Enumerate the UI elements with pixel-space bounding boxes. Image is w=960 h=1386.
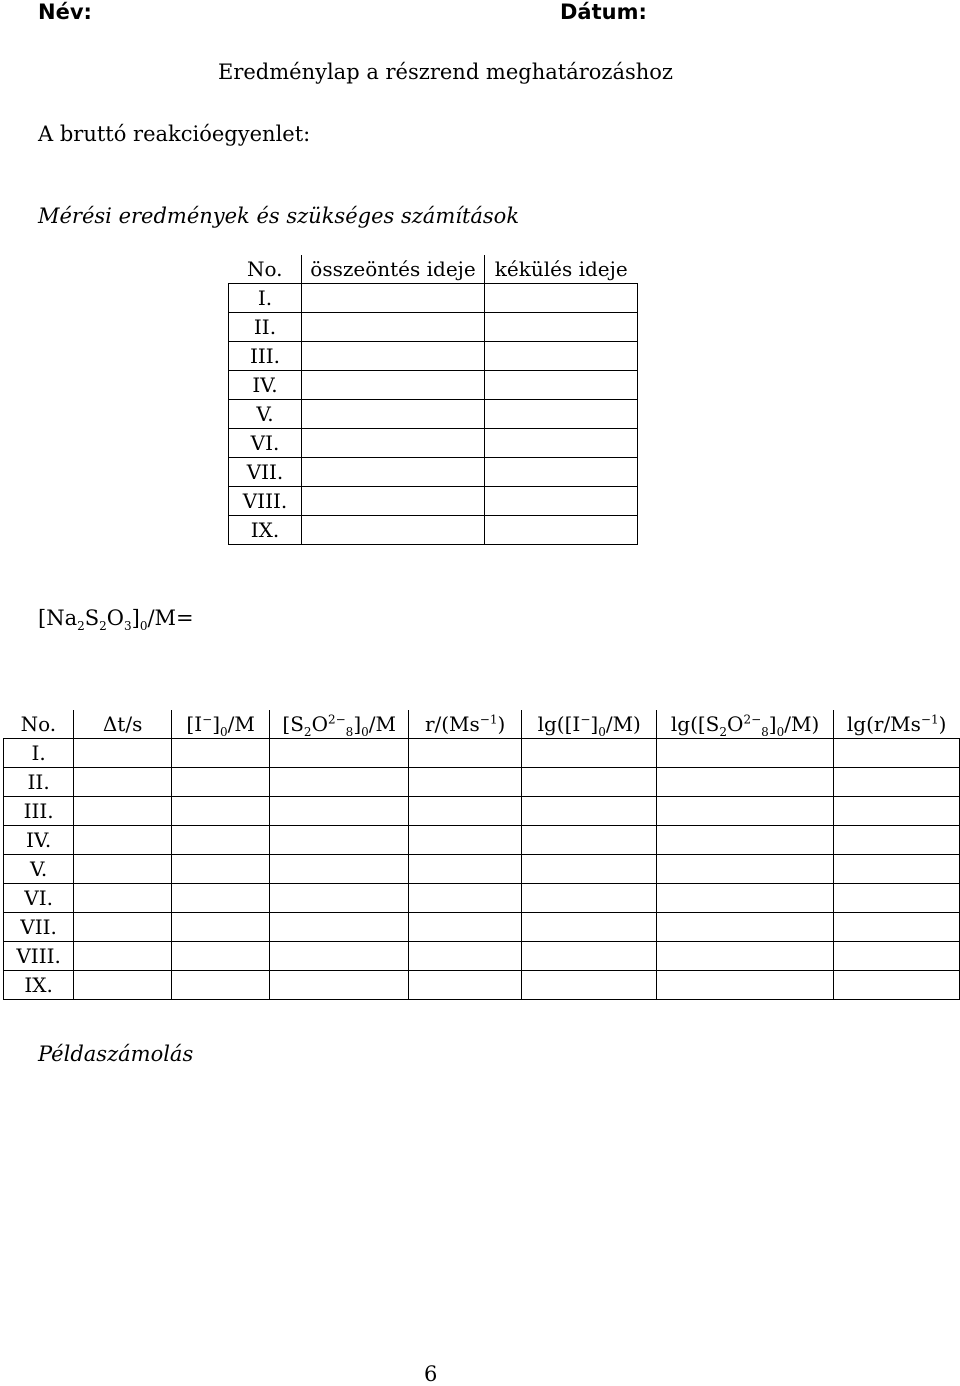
- row-label: IX.: [229, 516, 302, 545]
- mixing-time-cell[interactable]: [302, 429, 485, 458]
- table-row: [4, 855, 960, 884]
- gross-reaction-label: A bruttó reakcióegyenlet:: [38, 122, 311, 146]
- cell[interactable]: [833, 913, 959, 942]
- hdr-part: ]: [590, 712, 599, 736]
- header-no: No.: [229, 255, 302, 284]
- row-label: II.: [4, 768, 74, 797]
- table-row: [4, 797, 960, 826]
- row-label: II.: [229, 313, 302, 342]
- thiosulfate-concentration-label: [38, 606, 194, 634]
- hdr-part: /M: [227, 712, 255, 736]
- blue-time-cell[interactable]: [485, 458, 638, 487]
- timing-table-header: [229, 255, 638, 284]
- conc-part: /M=: [147, 606, 194, 630]
- cell[interactable]: [270, 739, 409, 768]
- table-row: [229, 371, 638, 400]
- table-row: [4, 826, 960, 855]
- row-label: VIII.: [4, 942, 74, 971]
- hdr-sub: 0: [598, 725, 606, 739]
- cell[interactable]: [833, 884, 959, 913]
- table-row: [4, 913, 960, 942]
- cell[interactable]: [409, 884, 522, 913]
- row-label: IV.: [4, 826, 74, 855]
- table-row: [229, 342, 638, 371]
- example-calculation-heading: Példaszámolás: [38, 1042, 194, 1066]
- header-lg-rate: [833, 710, 959, 739]
- hdr-part: /M: [368, 712, 396, 736]
- cell[interactable]: [833, 768, 959, 797]
- name-label: Név:: [38, 0, 92, 24]
- hdr-part: /M): [605, 712, 641, 736]
- cell[interactable]: [522, 739, 657, 768]
- mixing-time-cell[interactable]: [302, 400, 485, 429]
- conc-sub: 3: [123, 619, 132, 634]
- hdr-part: ]: [353, 712, 362, 736]
- cell[interactable]: [270, 855, 409, 884]
- header-iodide-conc: [171, 710, 269, 739]
- cell[interactable]: [657, 971, 834, 1000]
- blue-time-cell[interactable]: [485, 371, 638, 400]
- cell[interactable]: [833, 826, 959, 855]
- hdr-part: r/(Ms: [424, 712, 480, 736]
- row-label: IV.: [229, 371, 302, 400]
- date-label: Dátum:: [560, 0, 647, 24]
- timing-table: [228, 255, 638, 545]
- table-row: [4, 971, 960, 1000]
- conc-part: ]: [131, 606, 140, 630]
- table-row: [4, 884, 960, 913]
- hdr-sub: 8: [345, 725, 354, 739]
- header-delta-t: Δt/s: [74, 710, 172, 739]
- mixing-time-cell[interactable]: [302, 371, 485, 400]
- blue-time-cell[interactable]: [485, 342, 638, 371]
- cell[interactable]: [171, 971, 269, 1000]
- section-heading: Mérési eredmények és szükséges számítások: [38, 204, 520, 228]
- table-row: [4, 768, 960, 797]
- hdr-part: lg([S: [670, 712, 720, 736]
- hdr-part: ]: [212, 712, 220, 736]
- cell[interactable]: [171, 942, 269, 971]
- hdr-sup: −: [202, 712, 213, 727]
- header-no: No.: [4, 710, 74, 739]
- cell[interactable]: [171, 855, 269, 884]
- hdr-part: ): [938, 712, 947, 736]
- blue-time-cell[interactable]: [485, 313, 638, 342]
- cell[interactable]: [270, 826, 409, 855]
- cell[interactable]: [171, 826, 269, 855]
- row-label: III.: [229, 342, 302, 371]
- page-title: Eredménylap a részrend meghatározáshoz: [218, 60, 673, 84]
- hdr-sub: 0: [776, 725, 785, 739]
- blue-time-cell[interactable]: [485, 400, 638, 429]
- row-label: VI.: [229, 429, 302, 458]
- hdr-sub: 0: [361, 725, 369, 739]
- blue-time-cell[interactable]: [485, 284, 638, 313]
- hdr-part: ): [497, 712, 506, 736]
- cell[interactable]: [522, 768, 657, 797]
- hdr-part: ]: [768, 712, 777, 736]
- table-row: [229, 458, 638, 487]
- cell[interactable]: [74, 913, 172, 942]
- cell[interactable]: [522, 913, 657, 942]
- cell[interactable]: [270, 884, 409, 913]
- hdr-part: lg([I: [537, 712, 581, 736]
- cell[interactable]: [74, 739, 172, 768]
- header-lg-persulfate: [657, 710, 834, 739]
- row-label: I.: [4, 739, 74, 768]
- header-mixing-time: összeöntés ideje: [302, 255, 485, 284]
- cell[interactable]: [409, 797, 522, 826]
- cell[interactable]: [270, 768, 409, 797]
- row-label: I.: [229, 284, 302, 313]
- mixing-time-cell[interactable]: [302, 458, 485, 487]
- table-row: [229, 487, 638, 516]
- cell[interactable]: [522, 826, 657, 855]
- cell[interactable]: [522, 855, 657, 884]
- hdr-sub: 2: [719, 725, 728, 739]
- blue-time-cell[interactable]: [485, 516, 638, 545]
- cell[interactable]: [270, 797, 409, 826]
- results-table-header: [4, 710, 960, 739]
- cell[interactable]: [657, 884, 834, 913]
- cell[interactable]: [522, 884, 657, 913]
- cell[interactable]: [522, 797, 657, 826]
- cell[interactable]: [657, 826, 834, 855]
- cell[interactable]: [74, 768, 172, 797]
- row-label: VII.: [229, 458, 302, 487]
- cell[interactable]: [409, 855, 522, 884]
- hdr-part: lg(r/Ms: [846, 712, 921, 736]
- cell[interactable]: [657, 942, 834, 971]
- table-row: [229, 284, 638, 313]
- cell[interactable]: [657, 913, 834, 942]
- cell[interactable]: [171, 797, 269, 826]
- hdr-sub: 8: [761, 725, 769, 739]
- page-number: 6: [424, 1362, 438, 1386]
- cell[interactable]: [409, 739, 522, 768]
- hdr-part: O: [727, 712, 744, 736]
- cell[interactable]: [171, 913, 269, 942]
- cell[interactable]: [657, 855, 834, 884]
- mixing-time-cell[interactable]: [302, 313, 485, 342]
- conc-sub: 2: [99, 619, 107, 634]
- cell[interactable]: [74, 826, 172, 855]
- mixing-time-cell[interactable]: [302, 516, 485, 545]
- cell[interactable]: [270, 913, 409, 942]
- cell[interactable]: [409, 942, 522, 971]
- hdr-sub: 2: [303, 725, 312, 739]
- cell[interactable]: [270, 971, 409, 1000]
- cell[interactable]: [74, 942, 172, 971]
- table-row: [229, 516, 638, 545]
- header-persulfate-conc: [270, 710, 409, 739]
- cell[interactable]: [171, 739, 269, 768]
- table-row: [229, 313, 638, 342]
- conc-part: [Na: [38, 606, 78, 630]
- row-label: IX.: [4, 971, 74, 1000]
- mixing-time-cell[interactable]: [302, 284, 485, 313]
- row-label: V.: [4, 855, 74, 884]
- hdr-sup: −1: [920, 712, 939, 727]
- blue-time-cell[interactable]: [485, 429, 638, 458]
- table-row: [229, 400, 638, 429]
- cell[interactable]: [74, 797, 172, 826]
- cell[interactable]: [833, 855, 959, 884]
- cell[interactable]: [409, 913, 522, 942]
- hdr-part: [I: [186, 712, 203, 736]
- hdr-sup: −: [580, 712, 591, 727]
- row-label: VIII.: [229, 487, 302, 516]
- cell[interactable]: [833, 739, 959, 768]
- hdr-part: O: [311, 712, 328, 736]
- cell[interactable]: [74, 855, 172, 884]
- conc-part: S: [84, 606, 100, 630]
- cell[interactable]: [409, 768, 522, 797]
- row-label: V.: [229, 400, 302, 429]
- blue-time-cell[interactable]: [485, 487, 638, 516]
- cell[interactable]: [409, 826, 522, 855]
- row-label: VII.: [4, 913, 74, 942]
- conc-sub: 2: [77, 619, 85, 634]
- hdr-sup: 2−: [327, 712, 346, 727]
- cell[interactable]: [270, 942, 409, 971]
- hdr-part: /M): [784, 712, 820, 736]
- cell[interactable]: [522, 942, 657, 971]
- hdr-sub: 0: [220, 725, 228, 739]
- table-row: [4, 739, 960, 768]
- cell[interactable]: [833, 942, 959, 971]
- row-label: VI.: [4, 884, 74, 913]
- cell[interactable]: [409, 971, 522, 1000]
- cell[interactable]: [74, 884, 172, 913]
- cell[interactable]: [171, 768, 269, 797]
- mixing-time-cell[interactable]: [302, 342, 485, 371]
- cell[interactable]: [74, 971, 172, 1000]
- hdr-sup: 2−: [743, 712, 762, 727]
- cell[interactable]: [657, 768, 834, 797]
- header-lg-iodide: [522, 710, 657, 739]
- cell[interactable]: [833, 971, 959, 1000]
- hdr-sup: −1: [479, 712, 498, 727]
- cell[interactable]: [171, 884, 269, 913]
- table-row: [229, 429, 638, 458]
- conc-sub: 0: [139, 619, 148, 634]
- header-blue-time: kékülés ideje: [494, 257, 628, 281]
- row-label: III.: [4, 797, 74, 826]
- mixing-time-cell[interactable]: [302, 487, 485, 516]
- conc-part: O: [106, 606, 124, 630]
- cell[interactable]: [833, 797, 959, 826]
- cell[interactable]: [657, 797, 834, 826]
- results-table: [3, 710, 960, 1000]
- header-rate: [409, 710, 522, 739]
- cell[interactable]: [657, 739, 834, 768]
- cell[interactable]: [522, 971, 657, 1000]
- table-row: [4, 942, 960, 971]
- hdr-part: [S: [282, 712, 304, 736]
